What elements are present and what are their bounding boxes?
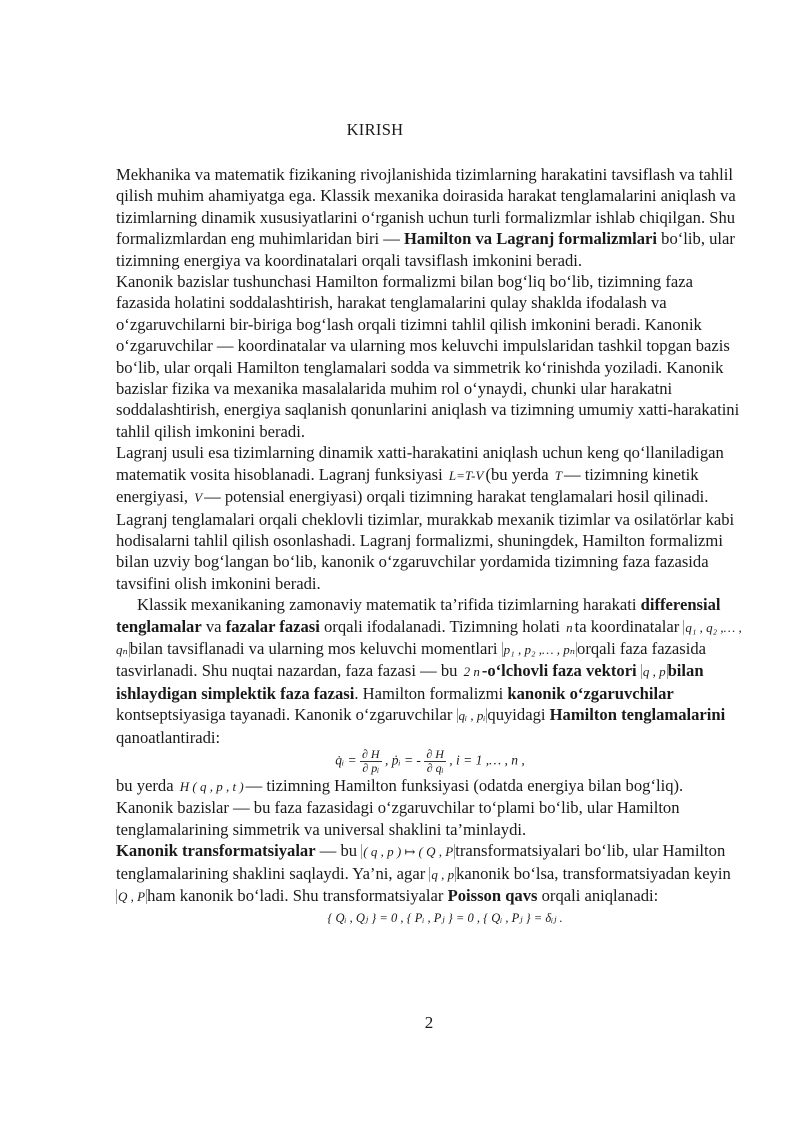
text: — potensial energiyasi) orqali tizimning harakat tenglamalari hosil qilinadi. Lagranj tenglamalari orqali cheklovli tizimlar, murakkab mexanik tizimlar va osilatörlar kabi hodisalarni tahlil qilish osonlashadi. Lagranj formalizmi, shuningdek, Hamilton formalizmi bilan uzviy bog‘langan bo‘lib, kanonik o‘zgaruvchilar yordamida tizimning faza fazasida tavsifini olish imkonini beradi. (116, 487, 735, 593)
text: bu yerda (116, 775, 178, 795)
paragraph-intro (116, 164, 744, 271)
bold-term: Hamilton tenglamalarini (549, 705, 726, 725)
text: bilan tavsiflanadi va ularning mos keluvchi momentlari (129, 638, 502, 658)
fraction (360, 748, 382, 775)
math-inline: n (566, 619, 573, 635)
text: bo‘lib, ular tizimning energiya va koordinatalari orqali tavsiflash imkonini beradi. (116, 229, 735, 270)
math: q̇ᵢ = (335, 752, 357, 768)
math-inline: L=T-V (448, 467, 484, 483)
text: quyidagi (487, 705, 550, 725)
math-inline: qᵢ , pᵢ (458, 708, 486, 724)
bold-term: kanonik o‘zgaruvchilar (507, 683, 674, 703)
bold-term: Hamilton va Lagranj formalizmlari (404, 229, 658, 249)
text: kanonik bo‘lsa, transformatsiyadan keyin (456, 863, 731, 883)
math-inline: H ( q , p , t ) (179, 778, 244, 794)
math-inline: p₁ , p₂ ,… , pₙ (503, 641, 576, 657)
bold-term: differensial tenglamalar (116, 595, 721, 636)
denominator: ∂ pᵢ (362, 760, 380, 775)
paragraph-modern-mechanics (116, 594, 744, 748)
text: orqali aniqlanadi: (537, 886, 659, 905)
fraction (424, 748, 446, 775)
bold-term: fazalar fazasi (225, 616, 320, 636)
text: Mekhanika va matematik fizikaning rivojlanishida tizimlarning harakatini tavsiflash va tahlil qilish muhim ahamiyatga ega. Klassik mexanika doirasida harakat tenglamalarini aniqlash va tizimlarning dinamik xususiyatlarini o‘rganish uchun turli formalizmlar ishlab chiqilgan. Shu formalizmlardan eng muhimlaridan biri — (116, 165, 736, 249)
math-inline: 2 n (463, 664, 480, 680)
text: — tizimning kinetik energiyasi, (116, 464, 699, 507)
math-inline: Q , P (118, 889, 146, 904)
paragraph-lagrange (116, 442, 744, 594)
text: Klassik mexanikaning zamonaviy matematik ta’rifida tizimlarning harakati (137, 595, 641, 615)
bold-term: Kanonik transformatsiyalar (116, 841, 316, 861)
text: ham kanonik bo‘ladi. Shu transformatsiyalar (147, 886, 448, 905)
math: , ṗᵢ = - (384, 752, 421, 768)
text: orqali faza fazasida tasvirlanadi. Shu nuqtai nazardan, faza fazasi — bu (116, 638, 707, 681)
paragraph-canonical-transformations (116, 840, 744, 907)
text: — bu (315, 841, 362, 861)
bold-term: bilan ishlaydigan simplektik faza fazasi (116, 661, 704, 703)
math-inline: V (194, 490, 203, 506)
text: va (201, 616, 226, 636)
math-inline: T (554, 467, 562, 483)
bold-term: Poisson qavs (447, 886, 538, 905)
math-inline: ( q , p ) ↦ ( Q , P (363, 844, 454, 860)
numerator: ∂ H (426, 746, 444, 761)
text: transformatsiyalari bo‘lib, ular Hamilton tenglamalarining shaklini saqlaydi. Ya’ni, agar (116, 841, 726, 883)
paragraph-canonical-bases: Kanonik bazislar tushunchasi Hamilton formalizmi bilan bog‘liq bo‘lib, tizimning faza fazasida holatini soddalashtirish, harakat tenglamalarini qulay shaklda ifodalash va o‘zgaruvchilarni bir-biriga bog‘lash orqali tizimni tahlil qilish imkonini beradi. Kanonik o‘zgaruvchilar — koordinatalar va ularning mos keluvchi impulslaridan tashkil topgan bazis bo‘lib, ular orqali Hamilton tenglamalari sodda va simmetrik ko‘rinishda yoziladi. Kanonik bazislar fizika va mexanika masalalarida muhim rol o‘ynaydi, chunki ular harakatni soddalashtirish, energiya saqlanish qonunlarini aniqlash va tizimning umumiy xatti-harakatini tahlil qilish imkonini beradi. (116, 272, 740, 441)
denominator: ∂ qᵢ (426, 760, 444, 775)
text: orqali ifodalanadi. Tizimning holati (319, 616, 565, 636)
math-inline: q , p (642, 664, 666, 680)
document-body (116, 164, 744, 929)
paragraph-hamilton-function (116, 775, 744, 840)
numerator: ∂ H (361, 746, 380, 761)
text: — tizimning Hamilton funksiyasi (odatda energiya bilan bog‘liq). Kanonik bazislar — bu faza fazasidagi o‘zgaruvchilar to‘plami bo‘lib, ular Hamilton tenglamalarining simmetrik va universal shaklini ta’minlaydi. (116, 775, 684, 839)
hamilton-equations (116, 748, 744, 775)
text: kontseptsiyasiga tayanadi. Kanonik o‘zgaruvchilar (116, 705, 457, 725)
math-inline: q₁ , q₂ ,… , qₙ (116, 619, 742, 657)
text: qanoatlantiradi: (116, 727, 221, 747)
page-number: 2 (424, 1013, 434, 1032)
text: (bu yerda (485, 464, 553, 484)
poisson-brackets: { Qᵢ , Qⱼ } = 0 , { Pᵢ , Pⱼ } = 0 , { Qᵢ , Pⱼ } = δᵢⱼ . (327, 911, 563, 926)
text: ta koordinatalar (574, 616, 684, 636)
text: . Hamilton formalizmi (354, 683, 508, 703)
bold-term: -o‘lchovli faza vektori (481, 661, 641, 681)
section-heading: KIRISH (346, 120, 404, 139)
text: Lagranj usuli esa tizimlarning dinamik xatti-harakatini aniqlash uchun keng qo‘llaniladigan matematik vosita hisoblanadi. Lagranj funksiyasi (116, 443, 724, 484)
math-inline: q , p (431, 866, 455, 882)
math: , i = 1 ,… , n , (449, 752, 525, 768)
